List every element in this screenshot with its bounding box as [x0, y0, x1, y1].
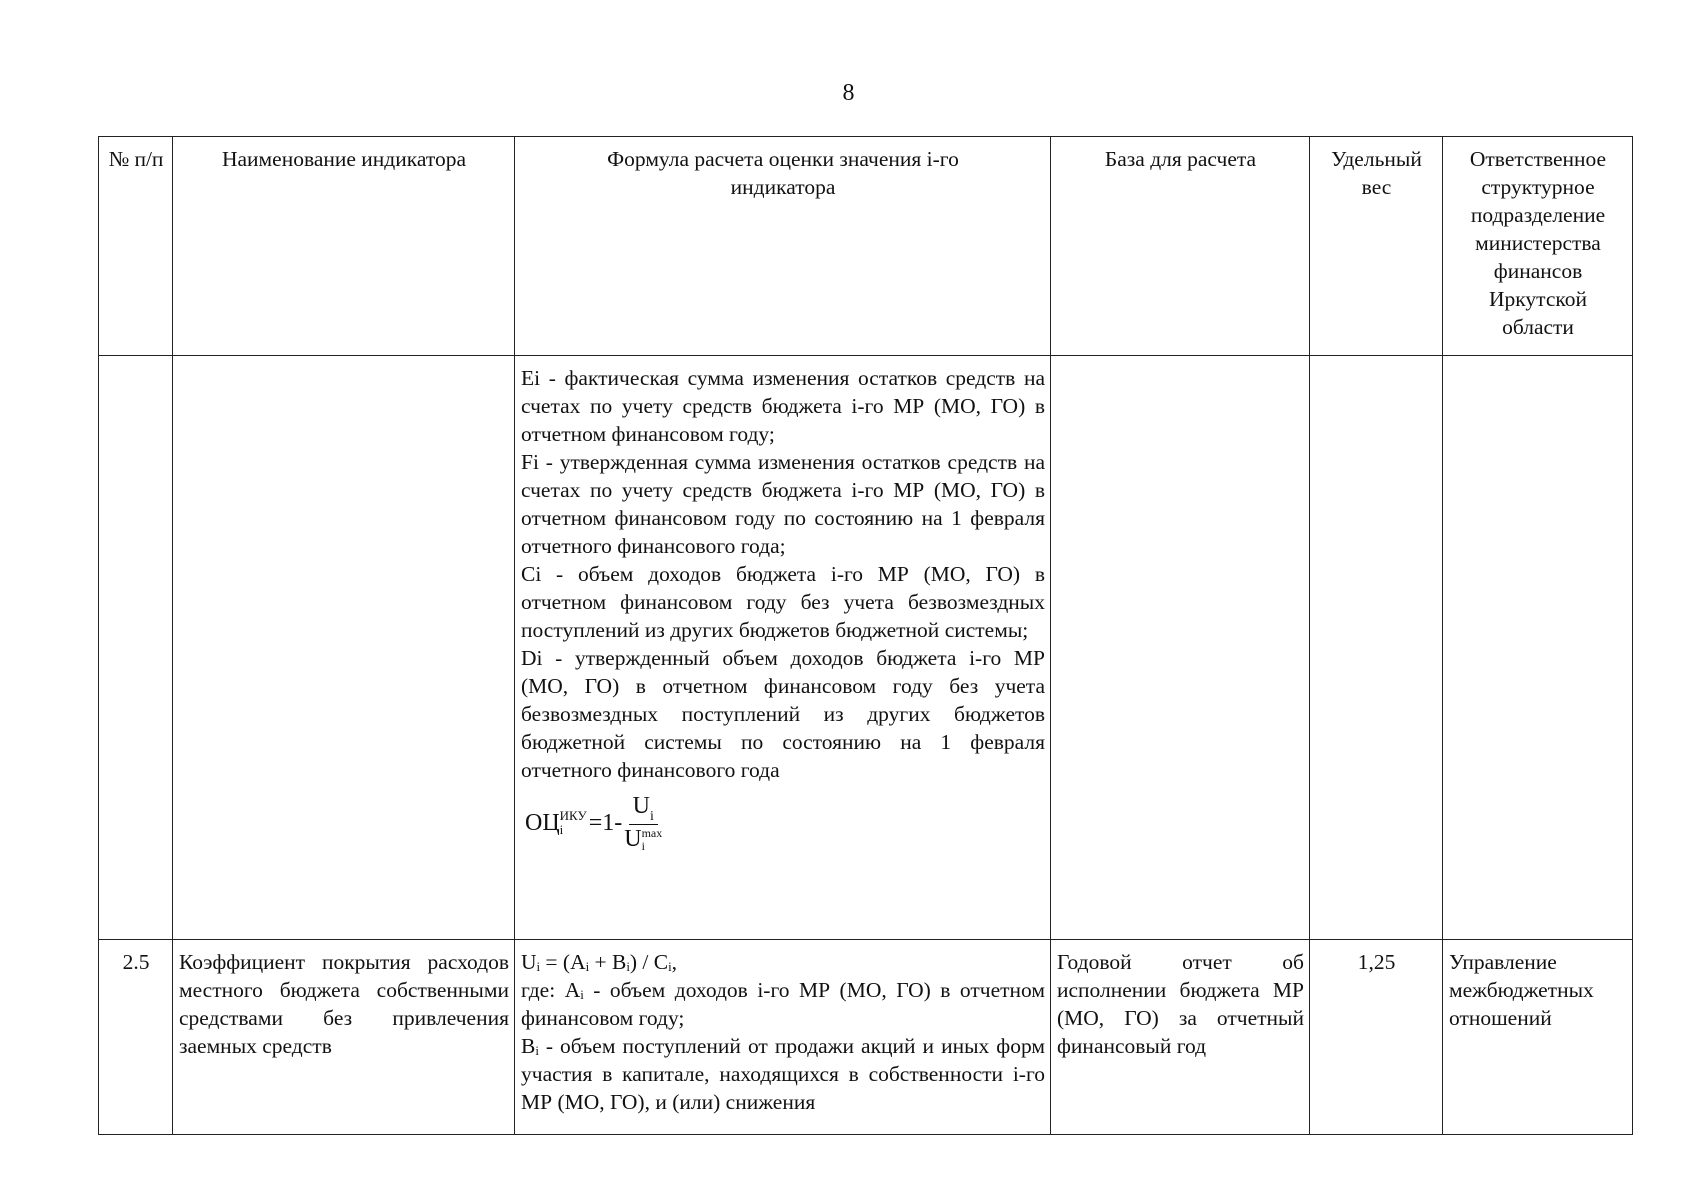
equation-eq: =1-: [588, 809, 623, 836]
header-name: Наименование индикатора: [173, 137, 515, 356]
header-formula: [515, 137, 1051, 356]
formula-line-d: Di - утвержденный объем доходов бюджета i-го МР (МО, ГО) в отчетном финансовом году без учета безвозмездных поступлений из других бюджетов бюджетной системы по состоянию на 1 февраля отчетного финансового года: [521, 646, 1045, 782]
row-2-5-formula-line: Uᵢ = (Aᵢ + Bᵢ) / Cᵢ,: [521, 950, 677, 974]
equation-lhs-sup: ИКУ: [559, 807, 587, 823]
header-responsible-text: Ответственное структурное подразделение министерства финансов Иркутской области: [1469, 147, 1607, 339]
page-number: 8: [842, 80, 855, 106]
row-2-5-num: 2.5: [99, 940, 173, 1135]
row-2-5-responsible: Управление межбюджетных отношений: [1443, 940, 1633, 1135]
cont-responsible-cell: [1443, 356, 1633, 940]
equation-den-symbol: U: [624, 826, 642, 852]
row-2-5-formula-line: где: Aᵢ - объем доходов i-го МР (МО, ГО) в отчетном финансовом году;: [521, 978, 1045, 1030]
equation-num-sub: i: [649, 809, 654, 824]
cont-base-cell: [1051, 356, 1310, 940]
cont-weight-cell: [1310, 356, 1443, 940]
table-row: [99, 356, 1633, 940]
indicators-table: [98, 136, 1633, 1135]
equation-den-sub: i: [641, 839, 645, 854]
formula-line-c: Ci - объем доходов бюджета i-го МР (МО, ГО) в отчетном финансовом году без учета безвозмездных поступлений из других бюджетов бюджетной системы;: [521, 562, 1045, 642]
row-2-5-base: [1051, 940, 1310, 1135]
header-weight: [1310, 137, 1443, 356]
header-num: № п/п: [99, 137, 173, 356]
equation-lhs: ОЦ: [525, 809, 560, 836]
cont-name-cell: [173, 356, 515, 940]
equation: [521, 792, 1045, 853]
cont-num-cell: [99, 356, 173, 940]
equation-numerator: [629, 792, 658, 825]
equation-denominator: [624, 825, 662, 853]
header-responsible: [1443, 137, 1633, 356]
header-weight-text: Удельный вес: [1331, 147, 1422, 199]
equation-den-sup: max: [641, 826, 663, 841]
header-base: База для расчета: [1051, 137, 1310, 356]
formula-line-e: Ei - фактическая сумма изменения остатков средств на счетах по учету средств бюджета i-го МР (МО, ГО) в отчетном финансовом году;: [521, 366, 1045, 446]
header-formula-text: Формула расчета оценки значения i-го индикатора: [607, 147, 959, 199]
equation-fraction: [624, 792, 662, 853]
equation-lhs-sub: i: [559, 821, 564, 837]
row-2-5-formula-line: Bᵢ - объем поступлений от продажи акций и иных форм участия в капитале, находящихся в собственности i-го МР (МО, ГО), и (или) снижения: [521, 1034, 1045, 1114]
row-2-5-weight: 1,25: [1310, 940, 1443, 1135]
table-row: [99, 940, 1633, 1135]
equation-num-symbol: U: [632, 793, 650, 819]
row-2-5-name-text: Коэффициент покрытия расходов местного бюджета собственными средствами без привлечения заемных средств: [179, 950, 509, 1058]
table-header-row: [99, 137, 1633, 356]
row-2-5-formula: [515, 940, 1051, 1135]
row-2-5-name: [173, 940, 515, 1135]
formula-line-f: Fi - утвержденная сумма изменения остатков средств на счетах по учету средств бюджета i-го МР (МО, ГО) в отчетном финансовом году по состоянию на 1 февраля отчетного финансового года;: [521, 450, 1045, 558]
cont-formula-cell: [515, 356, 1051, 940]
row-2-5-base-text: Годовой отчет об исполнении бюджета МР (МО, ГО) за отчетный финансовый год: [1057, 950, 1304, 1058]
